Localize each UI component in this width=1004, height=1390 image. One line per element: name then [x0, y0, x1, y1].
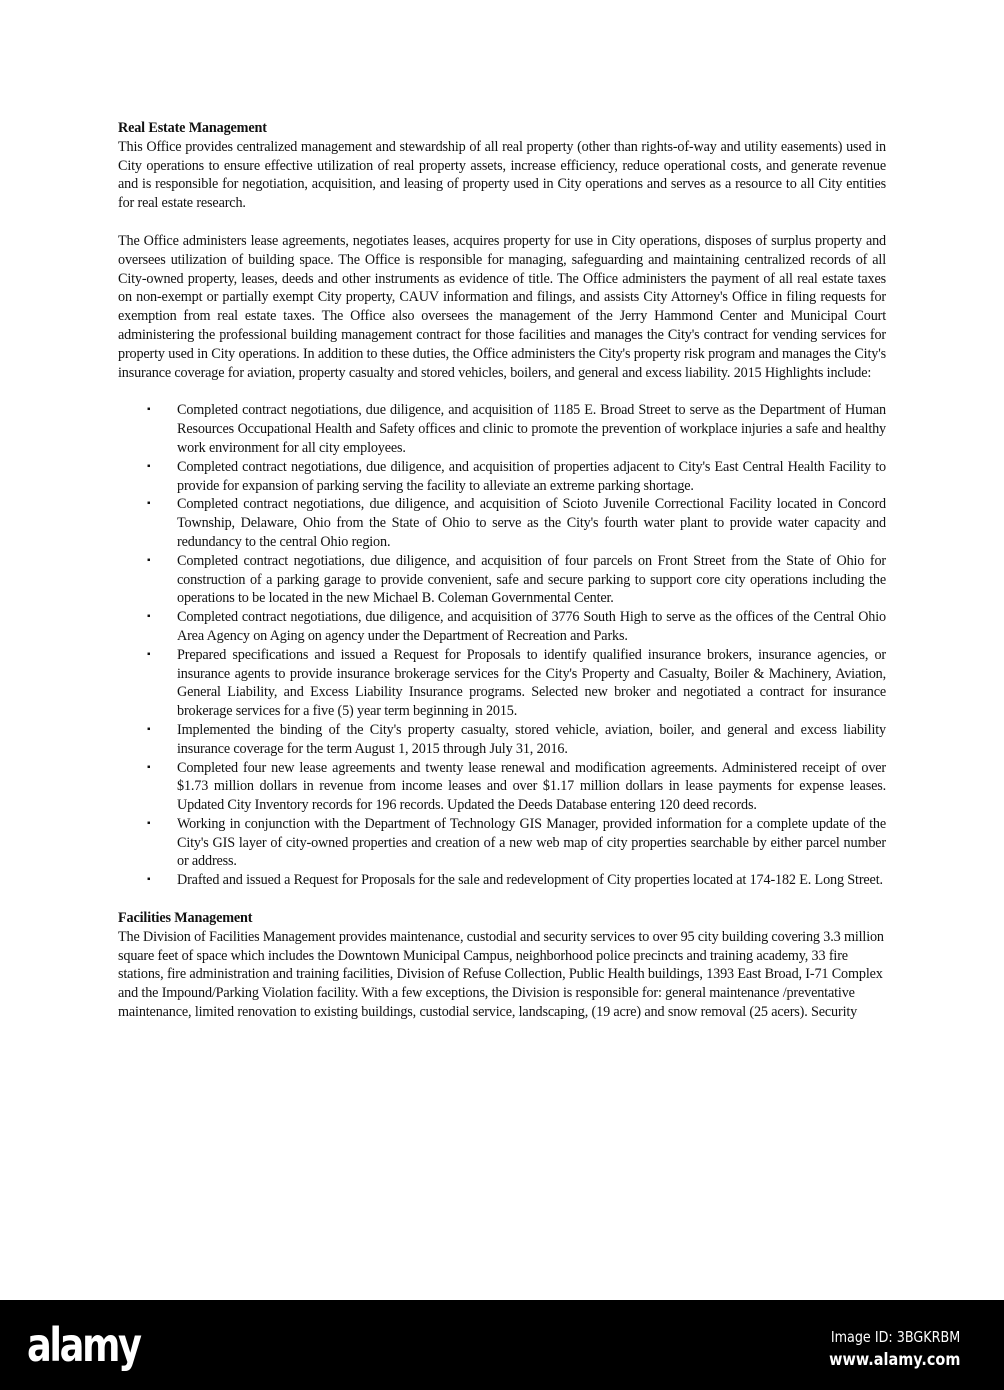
- paragraph: The Office administers lease agreements, negotiates leases, acquires property for use in City operations, disposes of surplus property and oversees utilization of building space. The Office is responsible for managing, safeguarding and maintaining centralized records of all City-owned property, leases, deeds and other instruments as evidence of title. The Office administers the payment of all real estate taxes on non-exempt or partially exempt City property, CAUV information and filings, and assists City Attorney's Office in filing requests for exemption from real estate taxes. The Office also oversees the management of the Jerry Hammond Center and Municipal Court administering the professional building management contract for those facilities and manages the City's contract for vending services for property used in City operations. In addition to these duties, the Office administers the City's property risk program and manages the City's insurance coverage for aviation, property casualty and stored vehicles, boilers, and general and excess liability. 2015 Highlights include:: [118, 232, 886, 381]
- alamy-logo: alamy: [27, 1318, 140, 1372]
- document-page: [118, 119, 886, 1022]
- list-item: ▪ Working in conjunction with the Department of Technology GIS Manager, provided information for a complete update of the City's GIS layer of city-owned properties and creation of a new web map of city properties searchable by either parcel number or address.: [147, 815, 886, 870]
- list-item: ▪ Drafted and issued a Request for Proposals for the sale and redevelopment of City properties located at 174-182 E. Long Street.: [147, 872, 883, 889]
- bullet-icon: ▪: [147, 723, 151, 735]
- bullet-icon: ▪: [147, 611, 151, 623]
- bullet-icon: ▪: [147, 554, 151, 566]
- list-item: ▪ Prepared specifications and issued a Request for Proposals to identify qualified insurance brokers, insurance agencies, or insurance agents to provide insurance brokerage services for the City's Property and Casualty, Boiler & Machinery, Aviation, General Liability, and Excess Liability Insurance programs. Selected new broker and negotiated a contract for insurance brokerage services for a five (5) year term beginning in 2015.: [147, 646, 886, 720]
- list-item: ▪ Completed contract negotiations, due diligence, and acquisition of 1185 E. Broad Street to serve as the Department of Human Resources Occupational Health and Safety offices and clinic to promote the prevention of workplace injuries a safe and healthy work environment for all city employees.: [147, 402, 886, 456]
- list-item: ▪ Completed contract negotiations, due diligence, and acquisition of properties adjacent to City's East Central Health Facility to provide for expansion of parking serving the facility to alleviate an extreme parking shortage.: [147, 458, 886, 494]
- bullet-icon: ▪: [147, 817, 151, 829]
- list-item: ▪ Completed contract negotiations, due diligence, and acquisition of Scioto Juvenile Correctional Facility located in Concord Township, Delaware, Ohio from the State of Ohio to serve as the City's fourth water plant to provide water capacity and redundancy to the central Ohio region.: [147, 496, 886, 550]
- highlights-list: [118, 401, 886, 890]
- list-item: ▪ Completed contract negotiations, due diligence, and acquisition of four parcels on Front Street from the State of Ohio for construction of a parking garage to provide convenient, safe and secure parking to support core city operations including the operations to be located in the new Michael B. Coleman Governmental Center.: [147, 552, 886, 607]
- site-url: www.alamy.com: [828, 1350, 960, 1370]
- bullet-icon: ▪: [147, 460, 151, 472]
- section-heading-facilities: Facilities Management: [118, 910, 253, 927]
- paragraph: This Office provides centralized management and stewardship of all real property (other than rights-of-way and utility easements) used in City operations to ensure effective utilization of real property assets, increase efficiency, reduce operational costs, and generate revenue and is responsible for negotiation, acquisition, and leasing of property used in City operations and serves as a resource to all City entities for real estate research.: [118, 138, 886, 212]
- bullet-icon: ▪: [147, 761, 151, 773]
- bullet-icon: ▪: [147, 498, 151, 510]
- section-heading-real-estate: Real Estate Management: [118, 120, 267, 136]
- bullet-icon: ▪: [147, 648, 151, 660]
- watermark-banner: [0, 1300, 1004, 1390]
- list-item: ▪ Completed contract negotiations, due diligence, and acquisition of 3776 South High to serve as the offices of the Central Ohio Area Agency on Aging on agency under the Department of Recreation and Parks.: [147, 609, 886, 644]
- bullet-icon: ▪: [147, 874, 151, 886]
- paragraph: The Division of Facilities Management provides maintenance, custodial and security services to over 95 city building covering 3.3 million square feet of space which includes the Downtown Municipal Campus, neighborhood police precincts and training academy, 33 fire stations, fire administration and training facilities, Division of Refuse Collection, Public Health buildings, 1393 East Broad, I-71 Complex and the Impound/Parking Violation facility. With a few exceptions, the Division is responsible for: general maintenance /preventative maintenance, limited renovation to existing buildings, custodial service, landscaping, (19 acre) and snow removal (25 acers). Security: [118, 928, 884, 1021]
- list-item: ▪ Completed four new lease agreements and twenty lease renewal and modification agreements. Administered receipt of over $1.73 million dollars in revenue from income leases and over $1.17 million dollars in lease payments for expense leases. Updated City Inventory records for 196 records. Updated the Deeds Database entering 120 deed records.: [147, 759, 886, 814]
- bullet-icon: ▪: [147, 404, 151, 416]
- image-id: Image ID: 3BGKRBM: [830, 1328, 960, 1346]
- list-item: ▪ Implemented the binding of the City's property casualty, stored vehicle, aviation, boiler, and general and excess liability insurance coverage for the term August 1, 2015 through July 31, 2016.: [147, 721, 886, 757]
